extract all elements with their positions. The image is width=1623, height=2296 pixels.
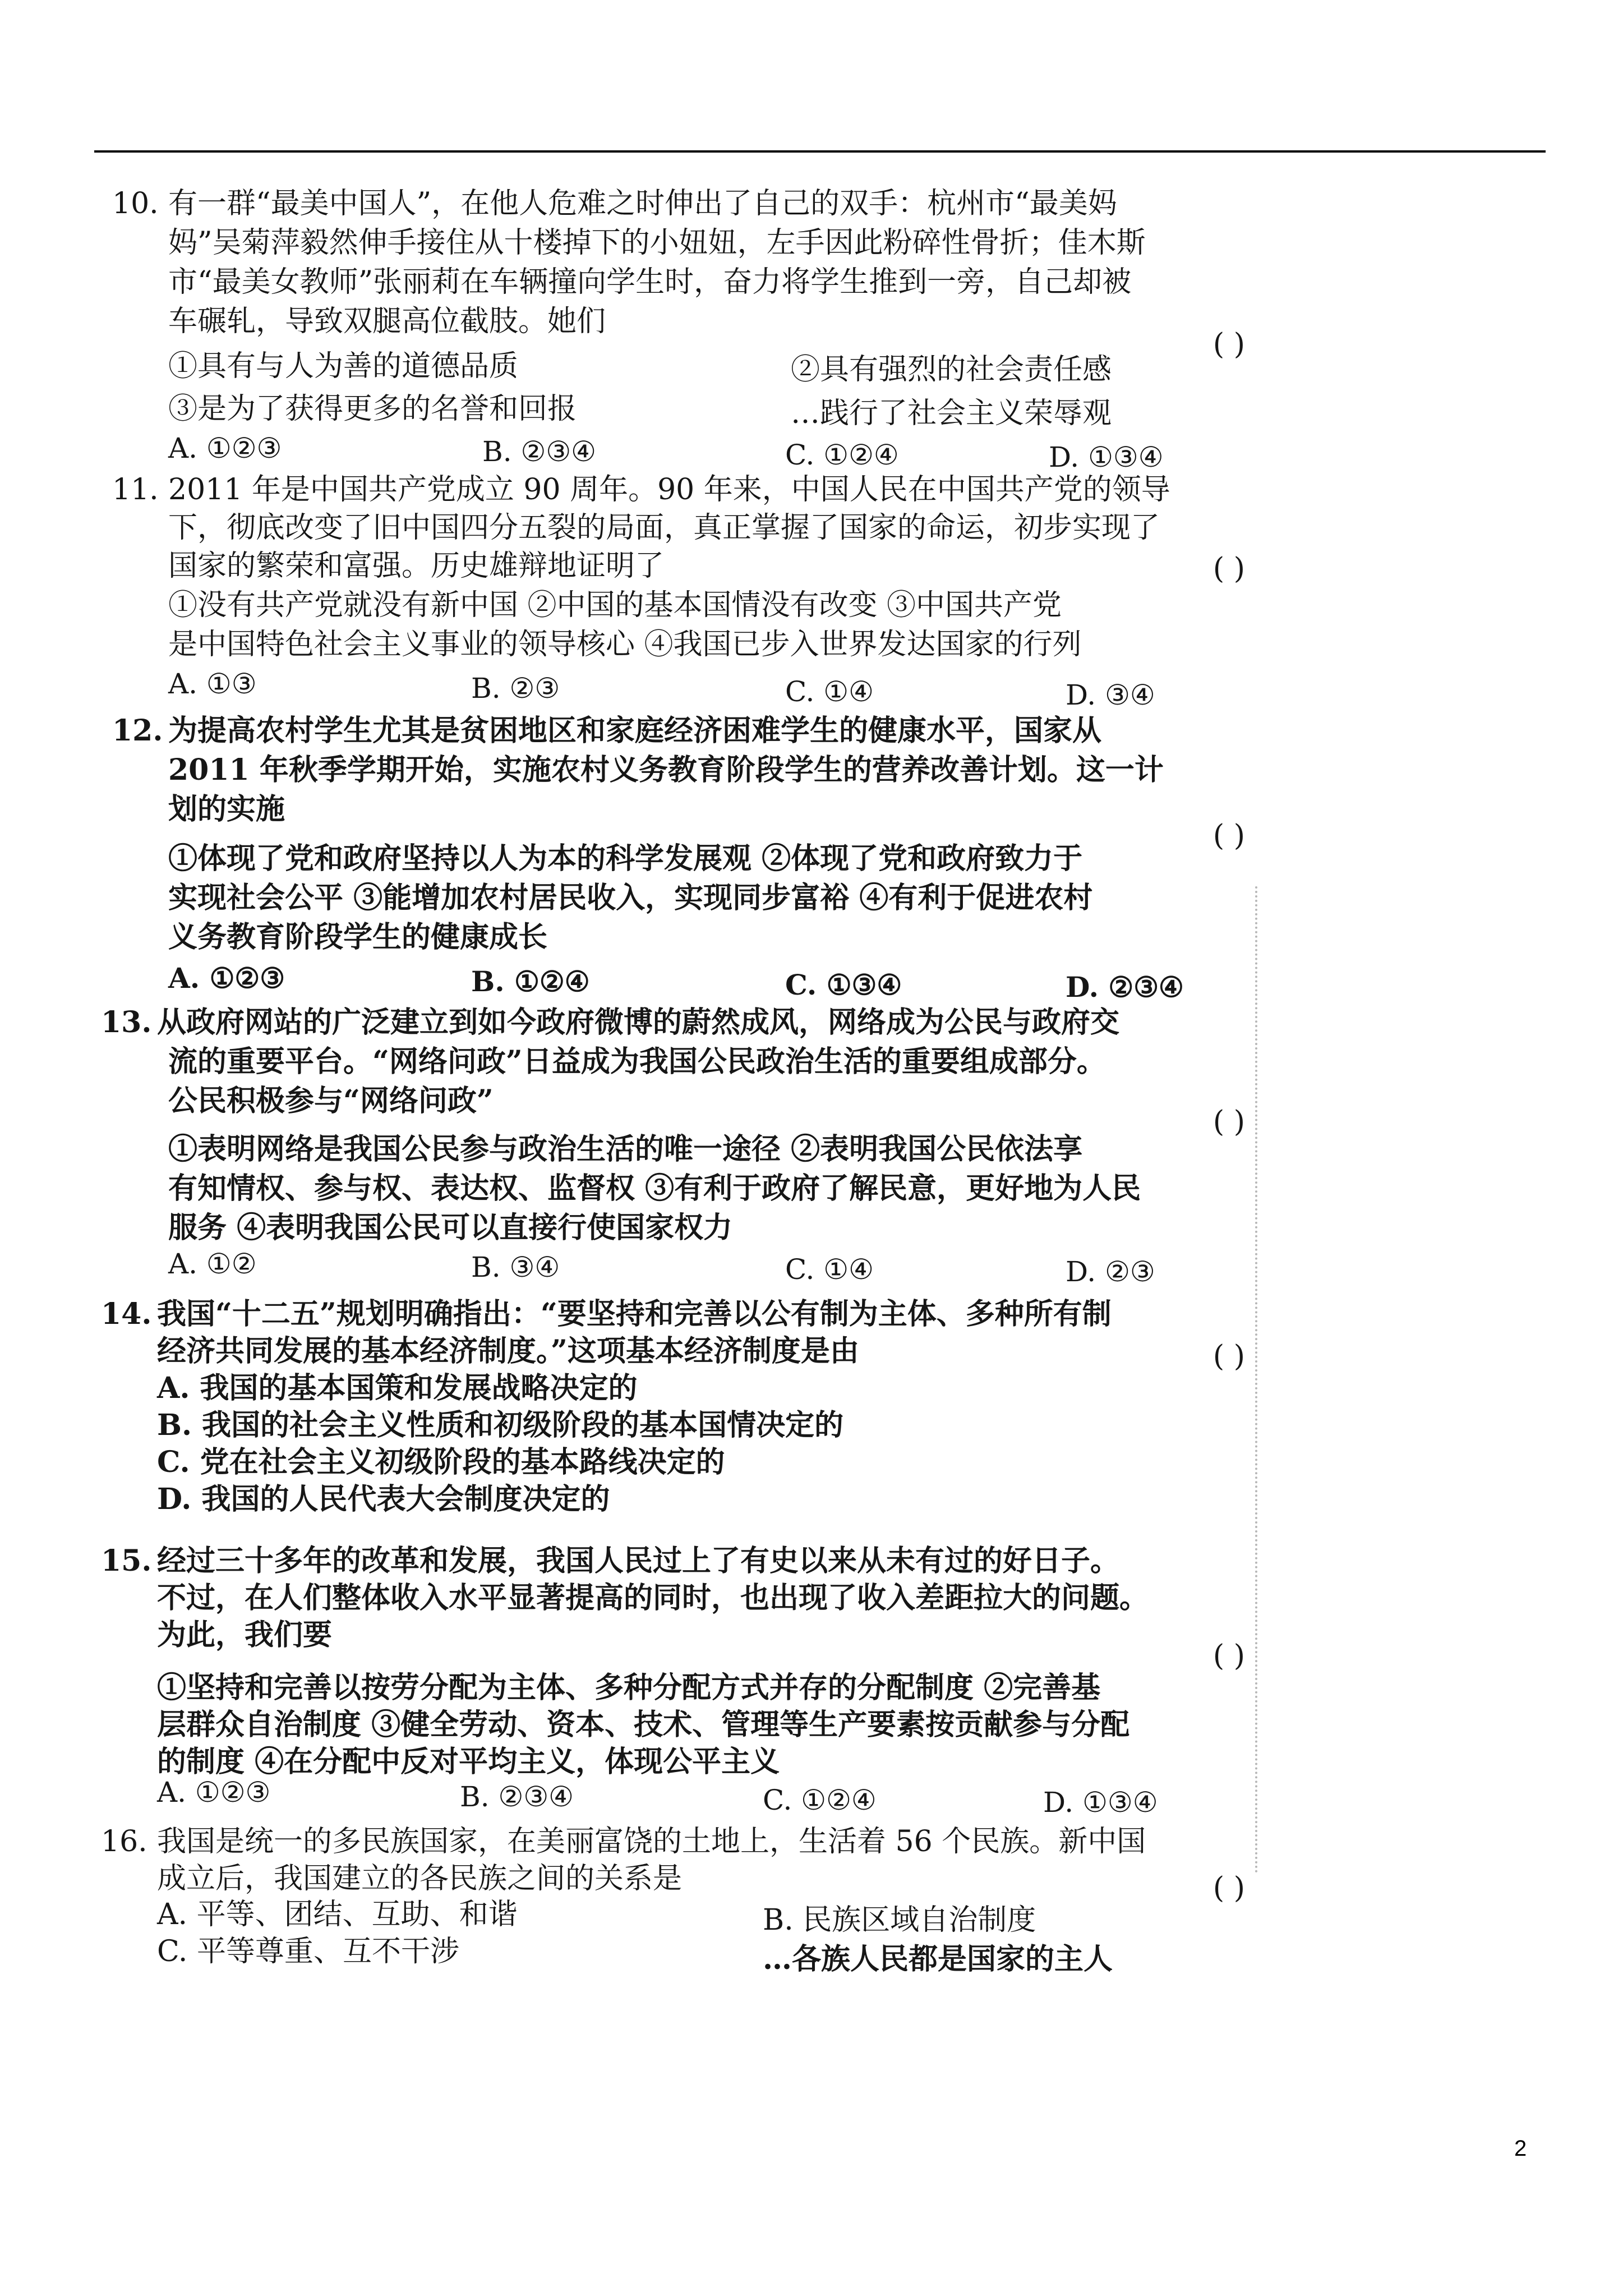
answer-blank: ( ) [1212,819,1245,853]
option-c: C. ①②④ [763,1784,877,1816]
option-d: D. ①③④ [1043,1786,1158,1819]
question-15-line: 的制度 ④在分配中反对平均主义，体现公平主义 [157,1745,780,1779]
answer-blank: ( ) [1212,1639,1245,1673]
choice-b: B. 民族区域自治制度 [763,1903,1036,1937]
page-number: 2 [1514,2136,1527,2161]
answer-blank: ( ) [1212,1340,1245,1373]
question-number: 13. [101,1005,152,1039]
question-number: 10. [112,187,159,220]
answer-blank: ( ) [1212,1105,1245,1139]
option-c: C. ①④ [785,675,874,708]
choice-b: B. 我国的社会主义性质和初级阶段的基本国情决定的 [157,1408,844,1442]
question-11-line: 是中国特色社会主义事业的领导核心 ④我国已步入世界发达国家的行列 [168,628,1082,661]
option-c: C. ①③④ [785,968,902,1001]
choice-a: A. 我国的基本国策和发展战略决定的 [157,1371,638,1405]
question-13-line: 公民积极参与“网络问政” [168,1084,494,1118]
option-a: A. ①②③ [168,961,285,995]
question-12-line: 实现社会公平 ③能增加农村居民收入，实现同步富裕 ④有利于促进农村 [168,881,1093,915]
question-16 [101,1823,1256,2003]
option-c: C. ①②④ [785,439,899,471]
question-11-line: 11. 2011 年是中国共产党成立 90 周年。90 年来，中国人民在中国共产党的领导 [112,471,1170,508]
option-b: B. ②③ [471,672,560,705]
option-a: A. ①② [168,1248,257,1280]
question-11-line: 国家的繁荣和富强。历史雄辩地证明了 [168,549,665,583]
choice-c: C. 党在社会主义初级阶段的基本路线决定的 [157,1445,725,1479]
option-b: B. ③④ [471,1251,560,1283]
option-c: C. ①④ [785,1253,874,1286]
option-d: D. ②③ [1066,1255,1155,1288]
question-10-line: 妈”吴菊萍毅然伸手接住从十楼掉下的小妞妞，左手因此粉碎性骨折；佳木斯 [168,226,1146,260]
question-12 [112,712,1256,1004]
choice-d: …各族人民都是国家的主人 [763,1942,1113,1976]
question-number: 15. [101,1544,152,1578]
question-15-line: 为此，我们要 [157,1618,333,1652]
question-15-line: 15. 经过三十多年的改革和发展，我国人民过上了有史以来从未有过的好日子。 [101,1543,1119,1580]
question-10-line: 车碾轧，导致双腿高位截肢。她们 [168,305,606,338]
question-13-line: 13. 从政府网站的广泛建立到如今政府微博的蔚然成风，网络成为公民与政府交 [101,1004,1119,1041]
option-d: D. ③④ [1066,679,1155,711]
statement-1: ①具有与人为善的道德品质 [168,349,519,383]
answer-blank: ( ) [1212,328,1245,361]
option-a: A. ①②③ [168,432,282,464]
statement-3: ③是为了获得更多的名誉和回报 [168,392,577,426]
question-12-line: 12. 为提高农村学生尤其是贫困地区和家庭经济困难学生的健康水平，国家从 [112,712,1101,749]
option-b: B. ①②④ [471,965,590,998]
question-11-line: 下，彻底改变了旧中国四分五裂的局面，真正掌握了国家的命运，初步实现了 [168,511,1160,545]
question-10-line: 10. 有一群“最美中国人”，在他人危难之时伸出了自己的双手：杭州市“最美妈 [112,185,1117,222]
option-d: D. ①③④ [1049,441,1164,473]
exam-content [101,185,1267,1976]
option-b: B. ②③④ [482,435,597,468]
choice-c: C. 平等尊重、互不干涉 [157,1935,459,1968]
choice-a: A. 平等、团结、互助、和谐 [157,1898,518,1931]
question-14 [101,1296,1256,1531]
question-12-line: 划的实施 [168,792,285,826]
question-number: 11. [112,473,159,507]
question-12-line: 义务教育阶段学生的健康成长 [168,920,548,954]
question-number: 14. [101,1297,152,1331]
question-13 [101,1004,1256,1288]
question-number: 16. [101,1825,147,1858]
question-13-line: 服务 ④表明我国公民可以直接行使国家权力 [168,1211,733,1245]
answer-blank: ( ) [1212,1871,1245,1905]
header-rule [94,150,1546,153]
question-12-line: ①体现了党和政府坚持以人为本的科学发展观 ②体现了党和政府致力于 [168,841,1083,876]
scan-edge-artifact [1252,886,1257,1874]
question-11 [112,471,1256,711]
question-14-line: 14. 我国“十二五”规划明确指出：“要坚持和完善以公有制为主体、多种所有制 [101,1296,1112,1333]
question-15-line: 层群众自治制度 ③健全劳动、资本、技术、管理等生产要素按贡献参与分配 [157,1708,1130,1742]
question-11-line: ①没有共产党就没有新中国 ②中国的基本国情没有改变 ③中国共产党 [168,588,1062,622]
option-b: B. ②③④ [460,1780,574,1813]
question-10-line: 市“最美女教师”张丽莉在车辆撞向学生时，奋力将学生推到一旁，自己却被 [168,265,1132,299]
question-16-line: 成立后，我国建立的各民族之间的关系是 [157,1862,683,1895]
statement-4: …践行了社会主义荣辱观 [791,397,1112,430]
question-16-line: 16. 我国是统一的多民族国家，在美丽富饶的土地上，生活着 56 个民族。新中国 [101,1823,1146,1860]
question-13-line: 流的重要平台。“网络问政”日益成为我国公民政治生活的重要组成部分。 [168,1045,1106,1079]
statement-2: ②具有强烈的社会责任感 [791,353,1112,386]
question-13-line: ①表明网络是我国公民参与政治生活的唯一途径 ②表明我国公民依法享 [168,1132,1083,1166]
option-a: A. ①③ [168,668,257,700]
question-13-line: 有知情权、参与权、表达权、监督权 ③有利于政府了解民意，更好地为人民 [168,1171,1141,1205]
option-a: A. ①②③ [157,1776,271,1809]
choice-d: D. 我国的人民代表大会制度决定的 [157,1482,610,1516]
question-number: 12. [112,714,163,748]
question-15-line: 不过，在人们整体收入水平显著提高的同时，也出现了收入差距拉大的问题。 [157,1581,1149,1615]
question-15-line: ①坚持和完善以按劳分配为主体、多种分配方式并存的分配制度 ②完善基 [157,1671,1101,1705]
question-14-line: 经济共同发展的基本经济制度。”这项基本经济制度是由 [157,1334,859,1368]
question-12-line: 2011 年秋季学期开始，实施农村义务教育阶段学生的营养改善计划。这一计 [168,753,1164,787]
question-10 [112,185,1256,477]
option-d: D. ②③④ [1066,970,1184,1004]
answer-blank: ( ) [1212,552,1245,586]
